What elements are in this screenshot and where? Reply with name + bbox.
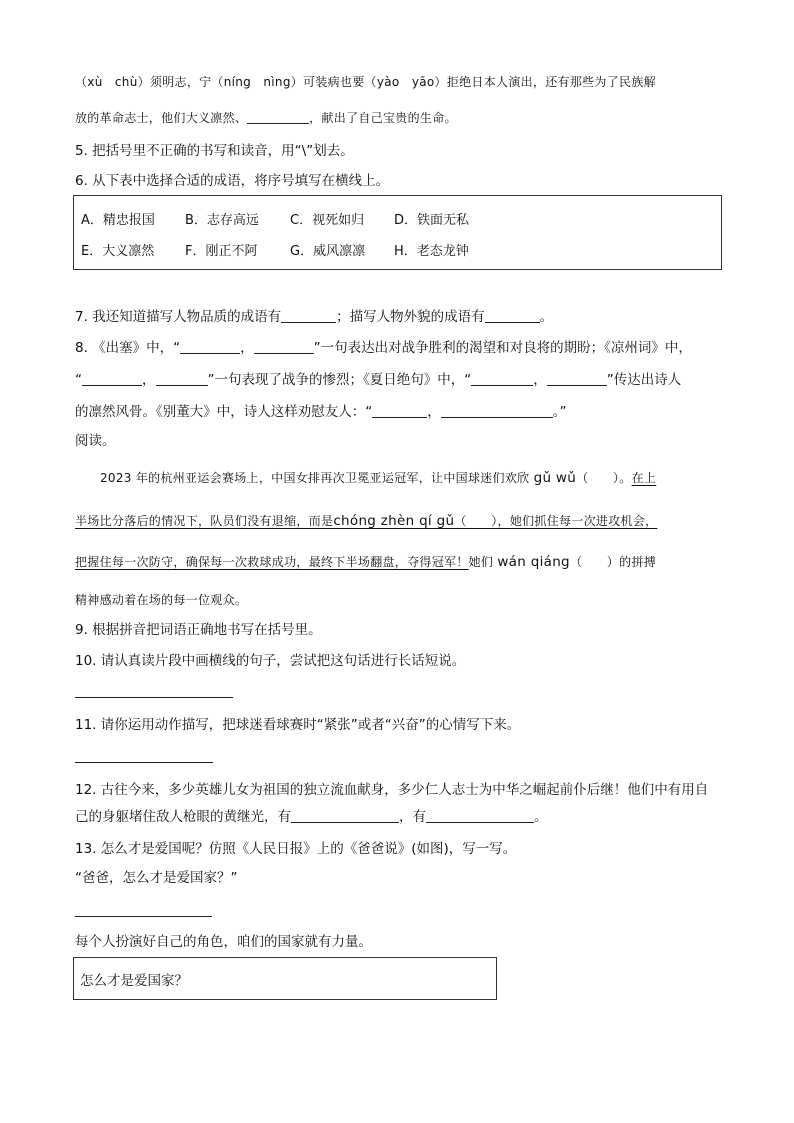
pinyin-guwu: gǔ wǔ bbox=[533, 470, 577, 486]
question-8-line-1 bbox=[75, 338, 692, 358]
blank-liangzhouci-1[interactable] bbox=[82, 371, 142, 386]
bracket-wanqiang[interactable]: （ ）的拼搏 bbox=[569, 555, 657, 569]
reading-line-3 bbox=[75, 552, 656, 572]
blank-xiarijueju-1[interactable] bbox=[471, 371, 533, 386]
q12-text-a: 己的身躯堵住敌人枪眼的黄继光，有 bbox=[75, 809, 291, 825]
blank-biedongda-1[interactable] bbox=[372, 403, 427, 418]
question-7 bbox=[75, 307, 553, 327]
blank-hero-2[interactable] bbox=[426, 808, 534, 823]
q8-text-3: ”一句表达出对战争胜利的渴望和对良将的期盼；《凉州词》中， bbox=[313, 340, 692, 356]
passage-line-1: （xù chù）须明志，宁（níng nìng）可装病也要（yào yāo）拒绝日本人演出，还有那些为了民族解 bbox=[75, 75, 656, 89]
idiom-option-g: G．威风凛凛 bbox=[290, 244, 366, 259]
question-12-line-2 bbox=[75, 807, 548, 827]
blank-idiom[interactable] bbox=[247, 109, 309, 124]
pinyin-wanqiang: wán qiáng bbox=[497, 554, 570, 570]
q8-text-11: 。” bbox=[552, 404, 567, 420]
question-5: 5. 把括号里不正确的书写和读音，用“\”划去。 bbox=[75, 143, 354, 159]
blank-chusai-1[interactable] bbox=[180, 339, 240, 354]
question-13: 13. 怎么才是爱国呢？仿照《人民日报》上的《爸爸说》(如图)，写一写。 bbox=[75, 841, 517, 857]
idiom-option-h: H．老态龙钟 bbox=[394, 244, 469, 259]
idiom-option-e: E．大义凛然 bbox=[81, 244, 155, 259]
blank-chusai-2[interactable] bbox=[254, 339, 314, 354]
reading-heading: 阅读。 bbox=[75, 433, 116, 449]
passage-line-2-text-b: ，献出了自己宝贵的生命。 bbox=[309, 111, 457, 125]
q8-text-4: “ bbox=[75, 372, 82, 388]
idiom-table bbox=[73, 195, 722, 270]
question-9: 9. 根据拼音把词语正确地书写在括号里。 bbox=[75, 622, 322, 638]
idiom-option-a: A．精忠报国 bbox=[81, 213, 155, 228]
q8-text-7: ， bbox=[533, 372, 547, 388]
question-11: 11. 请你运用动作描写，把球迷看球赛时“紧张”或者“兴奋”的心情写下来。 bbox=[75, 717, 521, 733]
passage-line-2-text-a: 放的革命志士，他们大义凛然、 bbox=[75, 111, 248, 125]
question-12-line-1: 12. 古往今来，多少英雄儿女为祖国的独立流血献身，多少仁人志士为中华之崛起前仆后继！他们中有用自 bbox=[75, 782, 709, 798]
blank-biedongda-2[interactable] bbox=[441, 403, 553, 418]
q8-text-10: ， bbox=[427, 404, 441, 420]
question-10: 10. 请认真读片段中画横线的句子，尝试把这句话进行长话短说。 bbox=[75, 653, 466, 669]
blank-liangzhouci-2[interactable] bbox=[156, 371, 208, 386]
blank-hero-1[interactable] bbox=[291, 808, 399, 823]
idiom-option-c: C．视死如归 bbox=[290, 213, 365, 228]
bracket-guwu[interactable]: （ ）。 bbox=[576, 471, 632, 485]
reading-line-2-text-a: 半场比分落后的情况下，队员们没有退缩，而是 bbox=[75, 514, 334, 528]
question-8-line-2 bbox=[75, 370, 681, 390]
example-image-box bbox=[73, 957, 497, 1000]
question-7-text-a: 7. 我还知道描写人物品质的成语有 bbox=[75, 309, 282, 325]
idiom-option-b: B．志存高远 bbox=[185, 213, 259, 228]
question-7-text-b: ；描写人物外貌的成语有 bbox=[336, 309, 485, 325]
pinyin-chongzhenqigu: chóng zhèn qí gǔ bbox=[333, 513, 455, 529]
blank-quality-idioms[interactable] bbox=[281, 308, 336, 323]
passage-line-2 bbox=[75, 108, 457, 128]
reading-line-1-text-a: 2023 年的杭州亚运会赛场上，中国女排再次卫冕亚运冠军，让中国球迷们欢欣 bbox=[100, 471, 530, 485]
idiom-option-d: D．铁面无私 bbox=[394, 213, 470, 228]
q8-text-5: ， bbox=[142, 372, 156, 388]
answer-line-10[interactable] bbox=[75, 697, 233, 698]
blank-xiarijueju-2[interactable] bbox=[547, 371, 607, 386]
q8-text-9: 的凛然风骨。《别董大》中，诗人这样劝慰友人：“ bbox=[75, 404, 373, 420]
q12-text-b: ，有 bbox=[399, 809, 426, 825]
q8-text-2: ， bbox=[240, 340, 254, 356]
question-6: 6. 从下表中选择合适的成语，将序号填写在横线上。 bbox=[75, 173, 390, 189]
reading-line-3-text-b: 她们 bbox=[468, 555, 494, 569]
example-answer: 每个人扮演好自己的角色，咱们的国家就有力量。 bbox=[75, 934, 372, 950]
example-quote: “爸爸，怎么才是爱国家？” bbox=[75, 870, 238, 886]
reading-line-4: 精神感动着在场的每一位观众。 bbox=[75, 593, 248, 607]
question-8-line-3 bbox=[75, 402, 567, 422]
idiom-option-f: F．刚正不阿 bbox=[185, 244, 258, 259]
answer-line-13[interactable] bbox=[75, 916, 212, 917]
underlined-sentence-end: 把握住每一次防守，确保每一次救球成功，最终下半场翻盘，夺得冠军！ bbox=[75, 555, 469, 569]
blank-appearance-idioms[interactable] bbox=[485, 308, 540, 323]
question-7-text-c: 。 bbox=[539, 309, 554, 325]
q12-text-c: 。 bbox=[534, 809, 548, 825]
q8-text-1: 8. 《出塞》中，“ bbox=[75, 340, 181, 356]
bracket-chongzhenqigu[interactable]: （ ），她们抓住每一次进攻机会， bbox=[454, 514, 658, 528]
reading-line-1 bbox=[100, 468, 656, 488]
answer-line-11[interactable] bbox=[75, 762, 213, 763]
reading-line-2 bbox=[75, 511, 657, 531]
q8-text-6: ”一句表现了战争的惨烈；《夏日绝句》中，“ bbox=[207, 372, 472, 388]
underlined-sentence-start: 在上 bbox=[631, 471, 657, 485]
example-box-text: 怎么才是爱国家？ bbox=[80, 973, 188, 989]
q8-text-8: ”传达出诗人 bbox=[606, 372, 682, 388]
